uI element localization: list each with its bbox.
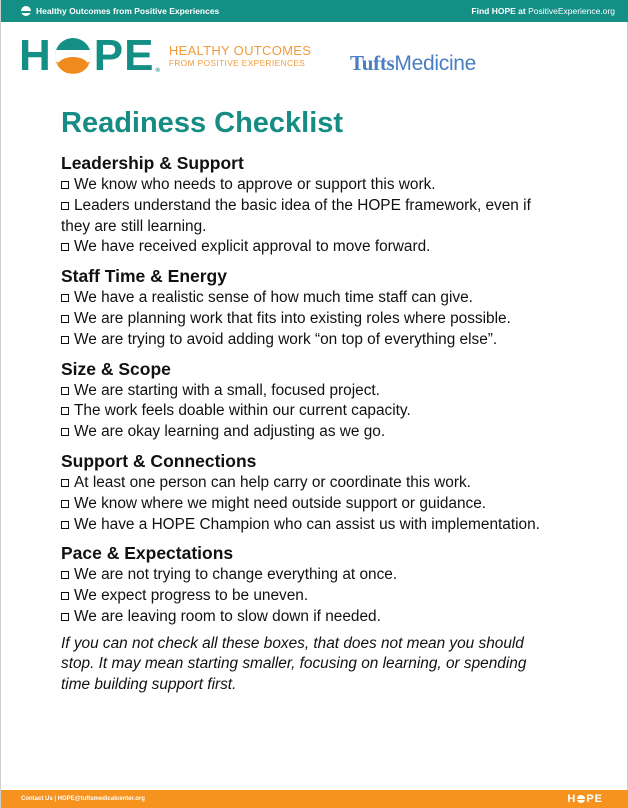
checklist-item-text: We are planning work that fits into existing roles where possible.	[74, 309, 511, 327]
tagline-line-1: HEALTHY OUTCOMES	[168, 43, 312, 59]
footer-logo-pe: PE	[586, 793, 603, 805]
banner-find-label: Find HOPE at	[471, 6, 529, 16]
footer-contact-link[interactable]: Contact Us | HOPE@tuftsmedicalcenter.org	[21, 796, 145, 802]
section-title: Pace & Expectations	[61, 543, 234, 564]
checklist-item-text: Leaders understand the basic idea of the HOPE framework, even if they are still learning.	[61, 196, 531, 235]
hope-logo	[19, 31, 312, 80]
checkbox-icon[interactable]	[61, 571, 69, 579]
checklist-item-text: We are trying to avoid adding work “on top of everything else”.	[74, 330, 498, 348]
checklist-item-text: We are okay learning and adjusting as we go.	[74, 423, 386, 441]
checkbox-icon[interactable]	[61, 336, 69, 344]
logo-letter-h: H	[19, 31, 52, 80]
checklist-content	[61, 103, 561, 695]
logo-tagline	[169, 44, 311, 67]
footer-hope-logo	[567, 793, 603, 805]
tufts-medicine-logo	[350, 51, 476, 76]
checklist-item-text: We have a HOPE Champion who can assist us with implementation.	[74, 515, 540, 533]
checklist-item[interactable]	[61, 494, 561, 515]
checkbox-icon[interactable]	[61, 500, 69, 508]
logo-letters-pe: PE	[93, 31, 155, 80]
footer-logo-h: H	[567, 793, 577, 805]
checklist-item-text: We know where we might need outside support or guidance.	[74, 494, 487, 512]
checklist-item[interactable]	[61, 473, 561, 494]
tagline-line-2: FROM POSITIVE EXPERIENCES	[168, 58, 306, 69]
checklist-item[interactable]	[61, 175, 561, 196]
hope-sun-icon	[577, 795, 585, 803]
checklist-item[interactable]	[61, 607, 561, 628]
checklist-item-text: We are not trying to change everything at once.	[74, 566, 398, 584]
checklist-item[interactable]	[61, 401, 561, 422]
checkbox-icon[interactable]	[61, 592, 69, 600]
checklist-item[interactable]	[61, 565, 561, 586]
section-size-scope	[61, 357, 561, 443]
checkbox-icon[interactable]	[61, 521, 69, 529]
closing-note: If you can not check all these boxes, that does not mean you should stop. It may mean starting smaller, focusing on learning, or spending time building support first.	[61, 634, 527, 693]
checklist-item[interactable]	[61, 288, 561, 309]
section-title: Leadership & Support	[61, 153, 244, 173]
registered-mark: ®	[155, 68, 161, 74]
checklist-item[interactable]	[61, 330, 561, 351]
hope-mark-icon	[21, 6, 31, 16]
top-banner	[1, 0, 628, 22]
checkbox-icon[interactable]	[61, 407, 69, 415]
checklist-item-text: We know who needs to approve or support this work.	[74, 176, 436, 193]
checkbox-icon[interactable]	[61, 294, 69, 302]
section-leadership-support	[61, 151, 561, 258]
section-support-connections	[61, 449, 561, 535]
banner-website-link[interactable]: PositiveExperience.org	[528, 6, 615, 16]
checklist-item[interactable]	[61, 586, 561, 607]
checklist-item-text: We have a realistic sense of how much time staff can give.	[74, 289, 473, 307]
banner-tagline: Healthy Outcomes from Positive Experiences	[36, 6, 220, 16]
section-staff-time-energy	[61, 264, 561, 350]
checkbox-icon[interactable]	[61, 181, 69, 189]
section-title: Support & Connections	[61, 450, 257, 471]
checklist-item[interactable]	[61, 422, 561, 443]
checklist-item-text: We are starting with a small, focused project.	[74, 381, 380, 399]
tufts-logo-regular: Medicine	[394, 52, 477, 75]
checklist-item[interactable]	[61, 196, 561, 238]
checklist-item-text: At least one person can help carry or coordinate this work.	[74, 473, 471, 491]
checkbox-icon[interactable]	[61, 387, 69, 395]
checklist-item-text: We have received explicit approval to move forward.	[74, 238, 431, 256]
checkbox-icon[interactable]	[61, 315, 69, 323]
section-title: Staff Time & Energy	[61, 266, 227, 287]
hope-sun-icon	[55, 38, 91, 74]
banner-left	[21, 6, 219, 16]
checklist-item-text: We are leaving room to slow down if needed.	[74, 607, 381, 625]
checkbox-icon[interactable]	[61, 243, 69, 251]
footer-bar	[1, 790, 628, 808]
checklist-item[interactable]	[61, 515, 561, 536]
hope-wordmark	[19, 31, 161, 80]
section-title: Size & Scope	[61, 358, 171, 379]
checklist-item[interactable]	[61, 381, 561, 402]
banner-right	[471, 6, 615, 16]
checkbox-icon[interactable]	[61, 613, 69, 621]
tufts-logo-bold: Tufts	[350, 51, 395, 75]
checklist-item[interactable]	[61, 237, 561, 258]
page-title: Readiness Checklist	[61, 107, 344, 139]
checkbox-icon[interactable]	[61, 428, 69, 436]
section-pace-expectations	[61, 541, 561, 627]
checklist-item[interactable]	[61, 309, 561, 330]
checklist-item-text: The work feels doable within our current capacity.	[74, 402, 411, 420]
checkbox-icon[interactable]	[61, 202, 69, 210]
checkbox-icon[interactable]	[61, 479, 69, 487]
checklist-item-text: We expect progress to be uneven.	[74, 587, 309, 605]
